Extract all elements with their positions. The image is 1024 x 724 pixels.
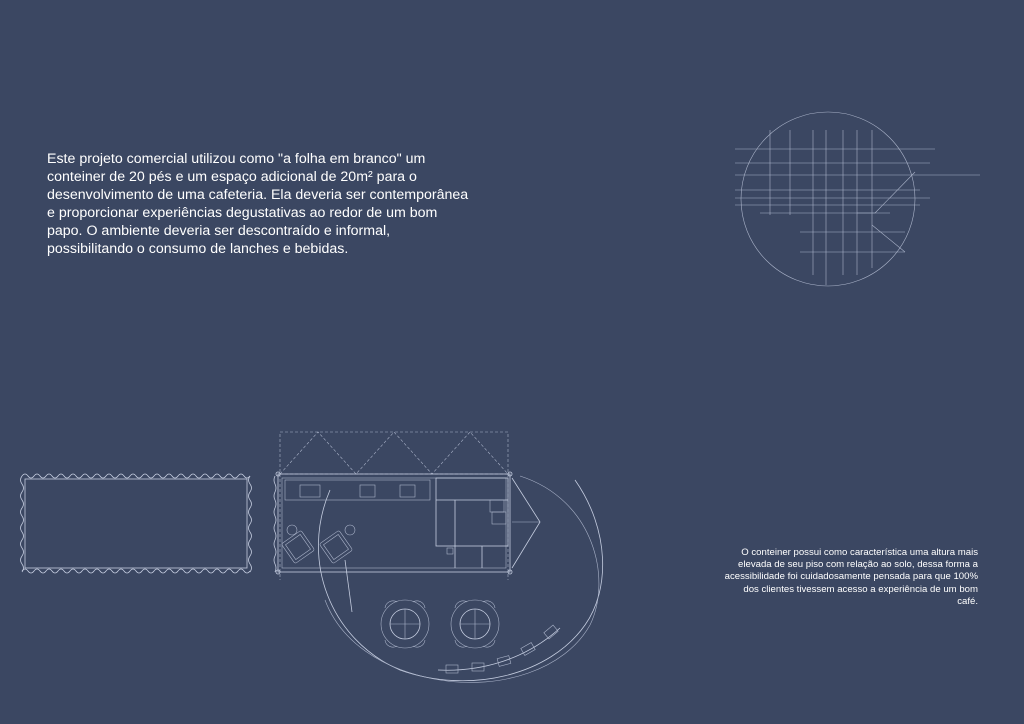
note-line: dos clientes tivessem acesso a experiência de um bom bbox=[743, 583, 978, 595]
table-with-chairs bbox=[381, 600, 429, 648]
note-line: elevada de seu piso com relação ao solo, dessa forma a bbox=[738, 559, 978, 571]
note-line: acessibilidade foi cuidadosamente pensada para que 100% bbox=[724, 571, 978, 583]
description-line: Este projeto comercial utilizou como "a folha em branco" um bbox=[47, 151, 426, 167]
container-outline-left bbox=[21, 474, 252, 573]
description-line: papo. O ambiente deveria ser descontraído e informal, bbox=[47, 223, 391, 239]
concept-sketch bbox=[735, 112, 980, 286]
description-line: possibilitando o consumo de lanches e bebidas. bbox=[47, 241, 349, 257]
description-line: desenvolvimento de uma cafeteria. Ela deveria ser contemporânea bbox=[47, 187, 469, 203]
deck-extension bbox=[318, 476, 602, 683]
note-line: O conteiner possui como característica uma altura mais bbox=[741, 547, 978, 558]
cafe-floor-plan bbox=[274, 432, 540, 580]
note-line: café. bbox=[957, 595, 978, 607]
table-with-chairs bbox=[451, 600, 499, 648]
description-line: conteiner de 20 pés e um espaço adicional de 20m² para o bbox=[47, 169, 417, 185]
description-line: e proporcionar experiências degustativas ao redor de um bom bbox=[47, 205, 438, 221]
